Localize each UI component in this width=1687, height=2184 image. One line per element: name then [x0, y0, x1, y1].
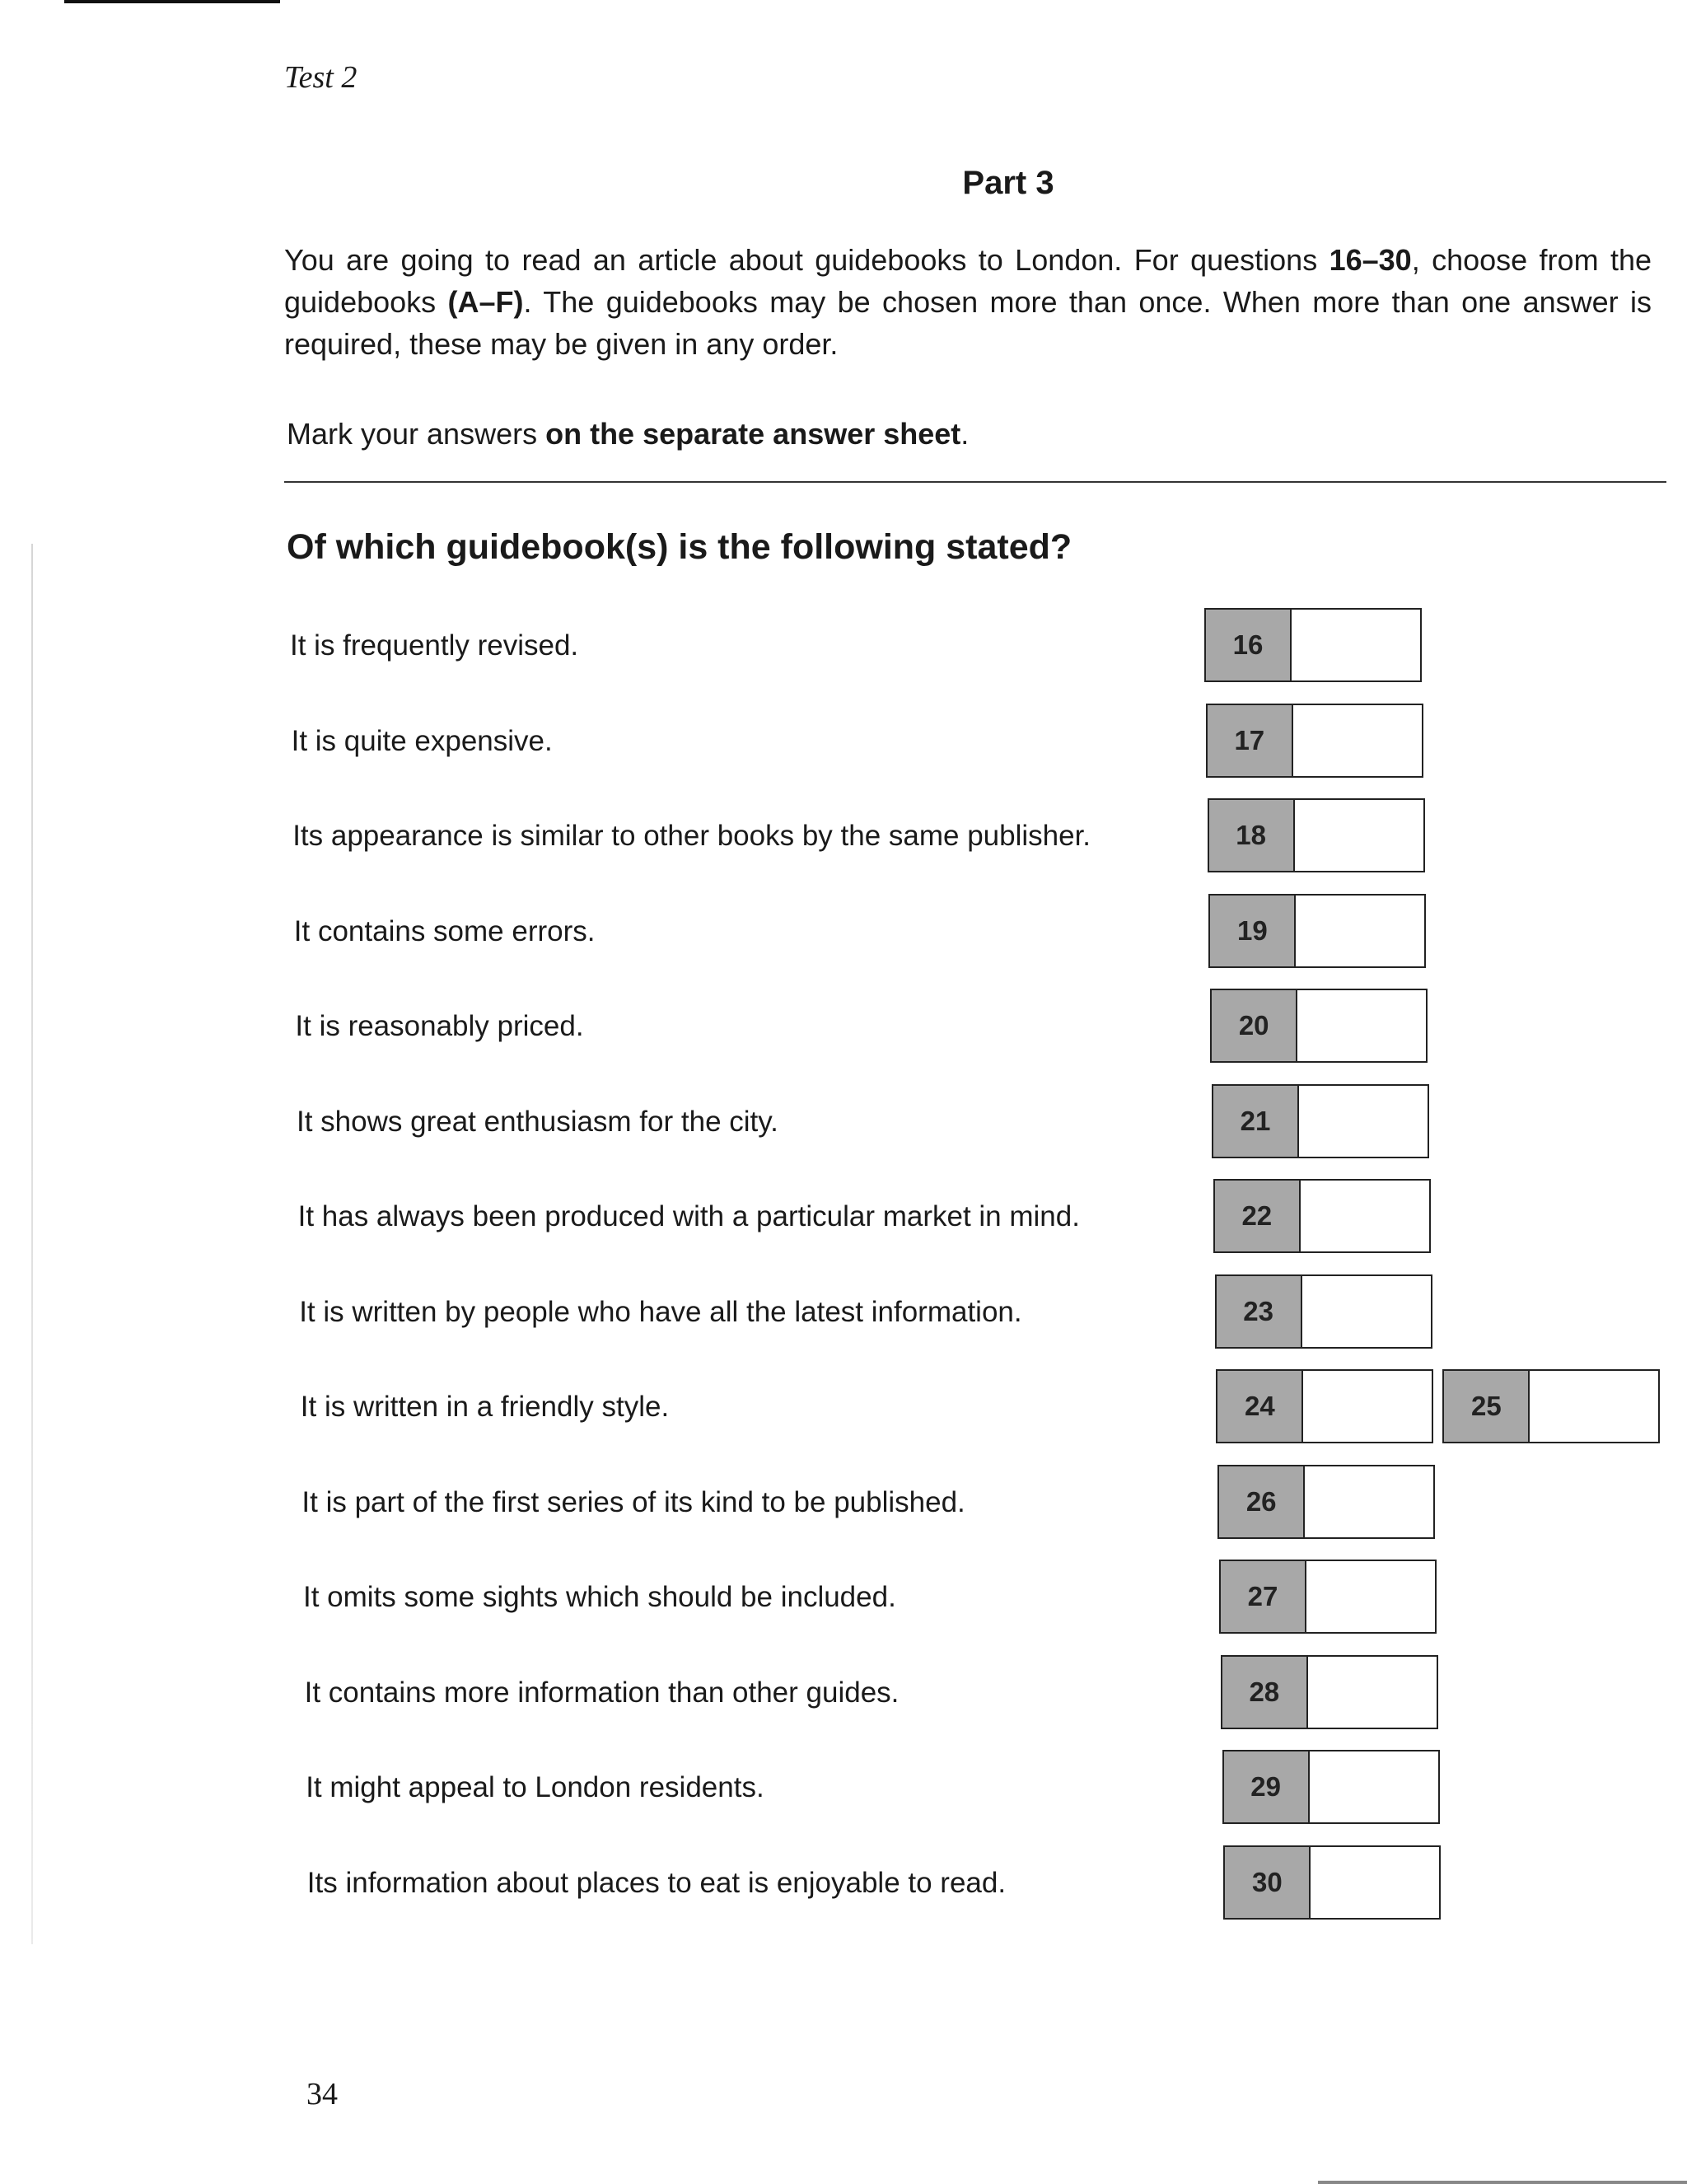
question-text: It is written by people who have all the latest information.	[299, 1295, 1022, 1328]
question-text: It contains some errors.	[293, 914, 596, 947]
question-number: 17	[1208, 705, 1293, 776]
question-number: 28	[1222, 1657, 1308, 1728]
question-number: 23	[1217, 1276, 1302, 1347]
question-text: It contains more information than other guides.	[304, 1676, 900, 1709]
answer-blank[interactable]	[1302, 1276, 1431, 1347]
question-number: 19	[1210, 896, 1296, 966]
answer-note-prefix: Mark your answers	[287, 417, 546, 451]
answer-box[interactable]	[1216, 1369, 1433, 1443]
question-text: It is quite expensive.	[291, 724, 553, 757]
question-text: It is frequently revised.	[290, 629, 579, 662]
running-header: Test 2	[284, 60, 357, 95]
instructions-paragraph	[284, 239, 1652, 365]
answer-blank[interactable]	[1297, 990, 1426, 1061]
answer-box[interactable]	[1204, 608, 1422, 682]
question-text: It shows great enthusiasm for the city.	[297, 1105, 778, 1138]
answer-blank[interactable]	[1305, 1466, 1433, 1537]
question-text: It is reasonably priced.	[295, 1010, 584, 1042]
question-number: 20	[1212, 990, 1297, 1061]
answer-blank[interactable]	[1292, 610, 1420, 680]
bottom-rule	[1318, 2181, 1687, 2184]
question-number: 24	[1217, 1371, 1303, 1442]
answer-blank[interactable]	[1310, 1751, 1438, 1822]
question-text: It is part of the first series of its kind to be published.	[301, 1485, 965, 1518]
answer-box[interactable]	[1223, 1845, 1441, 1920]
instructions-intro-mid: , choose from the guidebooks	[284, 243, 1652, 319]
option-range: (A–F)	[447, 285, 524, 319]
question-text: It might appeal to London residents.	[306, 1771, 764, 1803]
question-number: 30	[1225, 1847, 1311, 1918]
answer-box[interactable]	[1215, 1274, 1432, 1349]
answer-blank[interactable]	[1299, 1086, 1428, 1157]
top-rule	[64, 0, 280, 3]
answer-sheet-note	[287, 417, 969, 451]
question-range: 16–30	[1329, 243, 1412, 277]
question-number: 16	[1206, 610, 1292, 680]
question-text: It omits some sights which should be included.	[303, 1581, 896, 1613]
question-number: 29	[1224, 1751, 1310, 1822]
part-title: Part 3	[962, 165, 1054, 201]
answer-blank[interactable]	[1301, 1181, 1429, 1251]
answer-blank[interactable]	[1296, 896, 1424, 966]
answer-box[interactable]	[1208, 798, 1425, 872]
answer-blank[interactable]	[1295, 800, 1423, 871]
question-text: It is written in a friendly style.	[300, 1391, 670, 1423]
answer-box[interactable]	[1210, 989, 1428, 1063]
answer-blank[interactable]	[1530, 1371, 1658, 1442]
answer-box[interactable]	[1206, 704, 1423, 778]
answer-box[interactable]	[1442, 1369, 1660, 1443]
question-number: 27	[1221, 1561, 1306, 1632]
answer-box[interactable]	[1221, 1655, 1438, 1729]
question-number: 26	[1219, 1466, 1305, 1537]
question-text: It has always been produced with a particular market in mind.	[297, 1200, 1080, 1232]
question-number: 22	[1215, 1181, 1301, 1251]
question-heading: Of which guidebook(s) is the following stated?	[287, 527, 1072, 567]
answer-box[interactable]	[1217, 1465, 1435, 1539]
answer-blank[interactable]	[1311, 1847, 1439, 1918]
instructions-intro-start: You are going to read an article about guidebooks to London. For questions	[284, 243, 1330, 277]
question-number: 25	[1444, 1371, 1530, 1442]
answer-blank[interactable]	[1306, 1561, 1435, 1632]
answer-note-bold: on the separate answer sheet	[545, 417, 961, 451]
question-text: Its appearance is similar to other books by the same publisher.	[292, 820, 1091, 852]
instructions-intro-end: . The guidebooks may be chosen more than once. When more than one answer is required, these may be given in any order.	[284, 285, 1652, 361]
answer-note-suffix: .	[960, 417, 970, 451]
section-divider	[284, 481, 1666, 483]
answer-box[interactable]	[1212, 1084, 1429, 1158]
page-number: 34	[306, 2077, 338, 2112]
answer-box[interactable]	[1219, 1560, 1437, 1634]
scan-margin-line	[31, 544, 33, 1944]
answer-box[interactable]	[1208, 894, 1426, 968]
answer-box[interactable]	[1222, 1750, 1440, 1824]
question-text: Its information about places to eat is enjoyable to read.	[306, 1866, 1007, 1899]
answer-blank[interactable]	[1293, 705, 1422, 776]
answer-blank[interactable]	[1303, 1371, 1432, 1442]
answer-box[interactable]	[1213, 1179, 1431, 1253]
question-number: 21	[1213, 1086, 1299, 1157]
question-number: 18	[1209, 800, 1295, 871]
answer-blank[interactable]	[1308, 1657, 1437, 1728]
